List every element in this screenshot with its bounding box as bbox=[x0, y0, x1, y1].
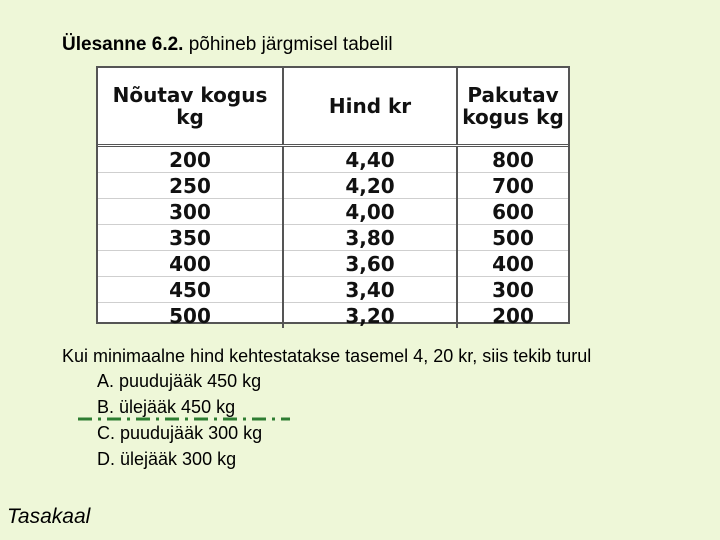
title-text: põhineb järgmisel tabelil bbox=[183, 34, 393, 55]
cell-demand: 250 bbox=[98, 173, 283, 199]
option-d: D. ülejääk 300 kg bbox=[97, 449, 237, 469]
option-c: C. puudujääk 300 kg bbox=[97, 423, 263, 443]
cell-price: 4,40 bbox=[283, 146, 457, 173]
header-supply-quantity: Pakutav kogus kg bbox=[457, 68, 568, 146]
cell-demand: 350 bbox=[98, 225, 283, 251]
cell-demand: 450 bbox=[98, 277, 283, 303]
table-row bbox=[98, 251, 568, 277]
cell-price: 3,80 bbox=[283, 225, 457, 251]
option-b: B. ülejääk 450 kg bbox=[97, 397, 236, 417]
table-row bbox=[98, 277, 568, 303]
title-task-number: Ülesanne 6.2. bbox=[62, 34, 184, 55]
data-table bbox=[96, 66, 570, 328]
cell-supply: 200 bbox=[457, 303, 568, 329]
cell-price: 3,60 bbox=[283, 251, 457, 277]
option-a: A. puudujääk 450 kg bbox=[97, 371, 262, 391]
table-row bbox=[98, 303, 568, 329]
cell-supply: 800 bbox=[492, 147, 534, 172]
cell-price: 4,00 bbox=[283, 199, 457, 225]
cell-demand: 500 bbox=[98, 303, 283, 329]
cell-demand: 400 bbox=[98, 251, 283, 277]
table-row bbox=[98, 199, 568, 225]
cell-supply: 700 bbox=[457, 173, 568, 199]
cell-price: 3,20 bbox=[283, 303, 457, 329]
cell-price: 4,20 bbox=[283, 173, 457, 199]
table-row bbox=[98, 225, 568, 251]
cell-demand: 300 bbox=[98, 199, 283, 225]
cell-supply: 400 bbox=[457, 251, 568, 277]
cell-supply: 300 bbox=[457, 277, 568, 303]
table-header-row bbox=[98, 68, 568, 146]
cell-supply: 600 bbox=[457, 199, 568, 225]
cell-supply: 500 bbox=[457, 225, 568, 251]
cell-price: 3,40 bbox=[283, 277, 457, 303]
header-price: Hind kr bbox=[283, 68, 457, 146]
question-text: Kui minimaalne hind kehtestatakse tasemel 4, 20 kr, siis tekib turul bbox=[62, 346, 592, 366]
page-title bbox=[62, 34, 393, 56]
header-demand-quantity: Nõutav kogus kg bbox=[98, 68, 283, 146]
table-row bbox=[98, 146, 568, 173]
dash-dot-line bbox=[78, 417, 290, 421]
equilibrium-label: Tasakaal bbox=[7, 505, 91, 528]
cell-demand: 200 bbox=[98, 146, 283, 173]
table-row bbox=[98, 173, 568, 199]
